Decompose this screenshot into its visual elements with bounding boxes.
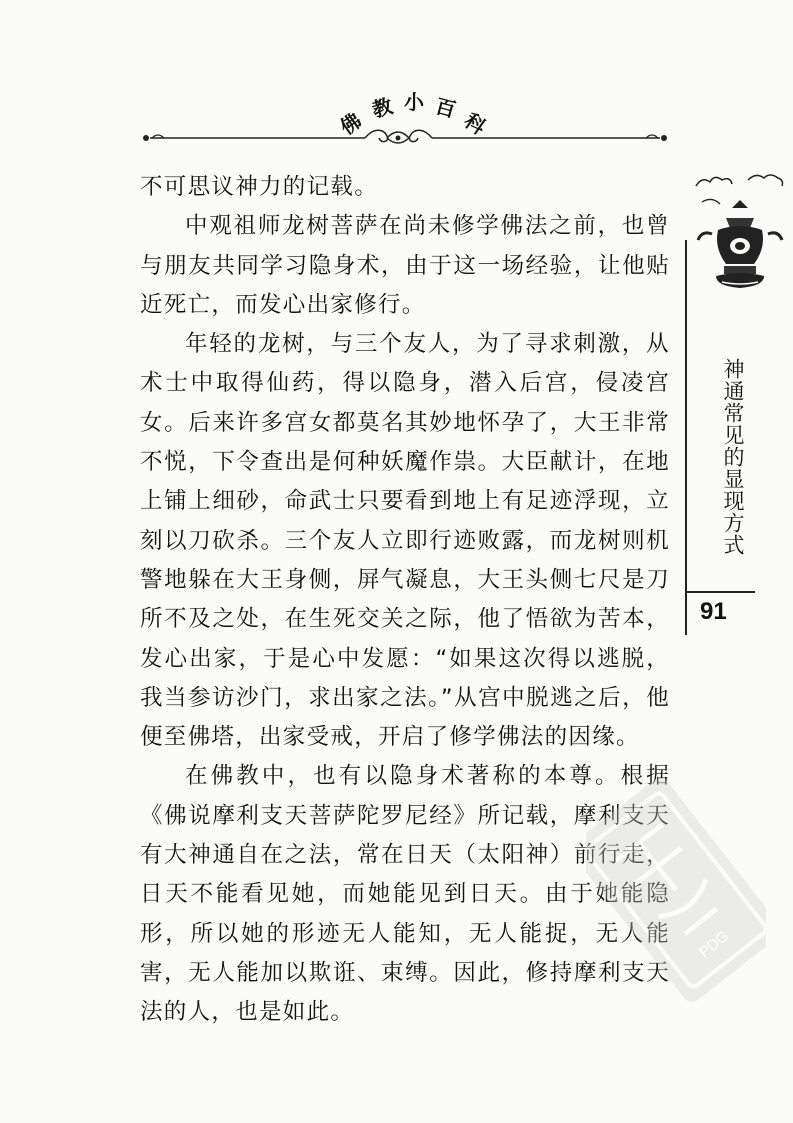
paragraph: 中观祖师龙树菩萨在尚未修学佛法之前，也曾与朋友共同学习隐身术，由于这一场经验，让他贴近死亡，而发心出家修行。 xyxy=(140,213,670,318)
side-divider-line xyxy=(685,240,687,635)
vase-ornament-icon xyxy=(688,168,788,308)
book-title-char: 佛 xyxy=(335,108,366,140)
book-title-char: 百 xyxy=(432,93,459,123)
page-number-rule xyxy=(685,591,755,593)
page-number: 91 xyxy=(700,598,727,625)
header-ornament-rule xyxy=(0,118,793,158)
book-title-char: 教 xyxy=(369,93,396,123)
paragraph: 不可思议神力的记载。 xyxy=(140,174,379,200)
chapter-title: 神通常见的显现方式 xyxy=(721,358,745,556)
paragraph: 年轻的龙树，与三个友人，为了寻求刺激，从术士中取得仙药，得以隐身，潜入后宫，侵凌宫女。后来许多宫女都莫名其妙地怀孕了，大王非常不悦，下令查出是何种妖魔作祟。大臣献计，在地上铺上细砂，命武士只要看到地上有足迹浮现，立刻以刀砍杀。三个友人立即行迹败露，而龙树则机警地躲在大王身侧，屏气凝息，大王头侧七尺是刀所不及之处，在生死交关之际，他了悟欲为苦本，发心出家，于是心中发愿：“如果这次得以逃脱，我当参访沙门，求出家之法。”从宫中脱逃之后，他便至佛塔，出家受戒，开启了修学佛法的因缘。 xyxy=(140,331,670,751)
page-header xyxy=(0,0,793,160)
watermark-stamp xyxy=(586,770,766,1010)
book-title-char: 小 xyxy=(404,90,424,114)
watermark-text: PDG xyxy=(695,927,733,962)
book-title-char: 科 xyxy=(460,108,491,140)
paragraph: 在佛教中，也有以隐身术著称的本尊。根据《佛说摩利支天菩萨陀罗尼经》所记载，摩利支天有大神通自在之法，常在日天（太阳神）前行走，日天不能看见她，而她能见到日天。由于她能隐形，所以她的形迹无人能知，无人能捉，无人能害，无人能加以欺诳、束缚。因此，修持摩利支天法的人，也是如此。 xyxy=(140,763,670,1026)
